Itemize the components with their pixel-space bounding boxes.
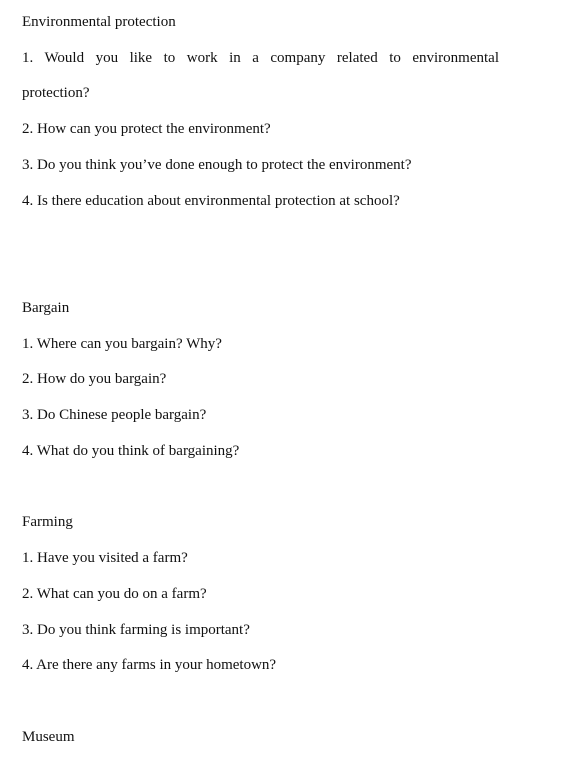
question-line: 3. Do Chinese people bargain? xyxy=(22,407,207,423)
question-line-continuation: protection? xyxy=(22,85,90,101)
question-line: 1. Have you visited a farm? xyxy=(22,550,188,566)
question-line: 1. Where can you bargain? Why? xyxy=(22,336,222,352)
question-line: 1. Would you like to work in a company related to environmental xyxy=(22,50,499,66)
question-line: 4. What do you think of bargaining? xyxy=(22,443,240,459)
section-title-farming: Farming xyxy=(22,514,73,530)
question-line: 2. How do you bargain? xyxy=(22,371,167,387)
section-title-environmental-protection: Environmental protection xyxy=(22,14,176,30)
section-title-museum: Museum xyxy=(22,729,75,745)
section-title-bargain: Bargain xyxy=(22,300,70,316)
question-line: 2. How can you protect the environment? xyxy=(22,121,271,137)
question-line: 4. Are there any farms in your hometown? xyxy=(22,657,277,673)
question-line: 2. What can you do on a farm? xyxy=(22,586,207,602)
question-line: 4. Is there education about environmental protection at school? xyxy=(22,193,400,209)
question-line: 3. Do you think you’ve done enough to protect the environment? xyxy=(22,157,412,173)
question-line: 3. Do you think farming is important? xyxy=(22,622,250,638)
